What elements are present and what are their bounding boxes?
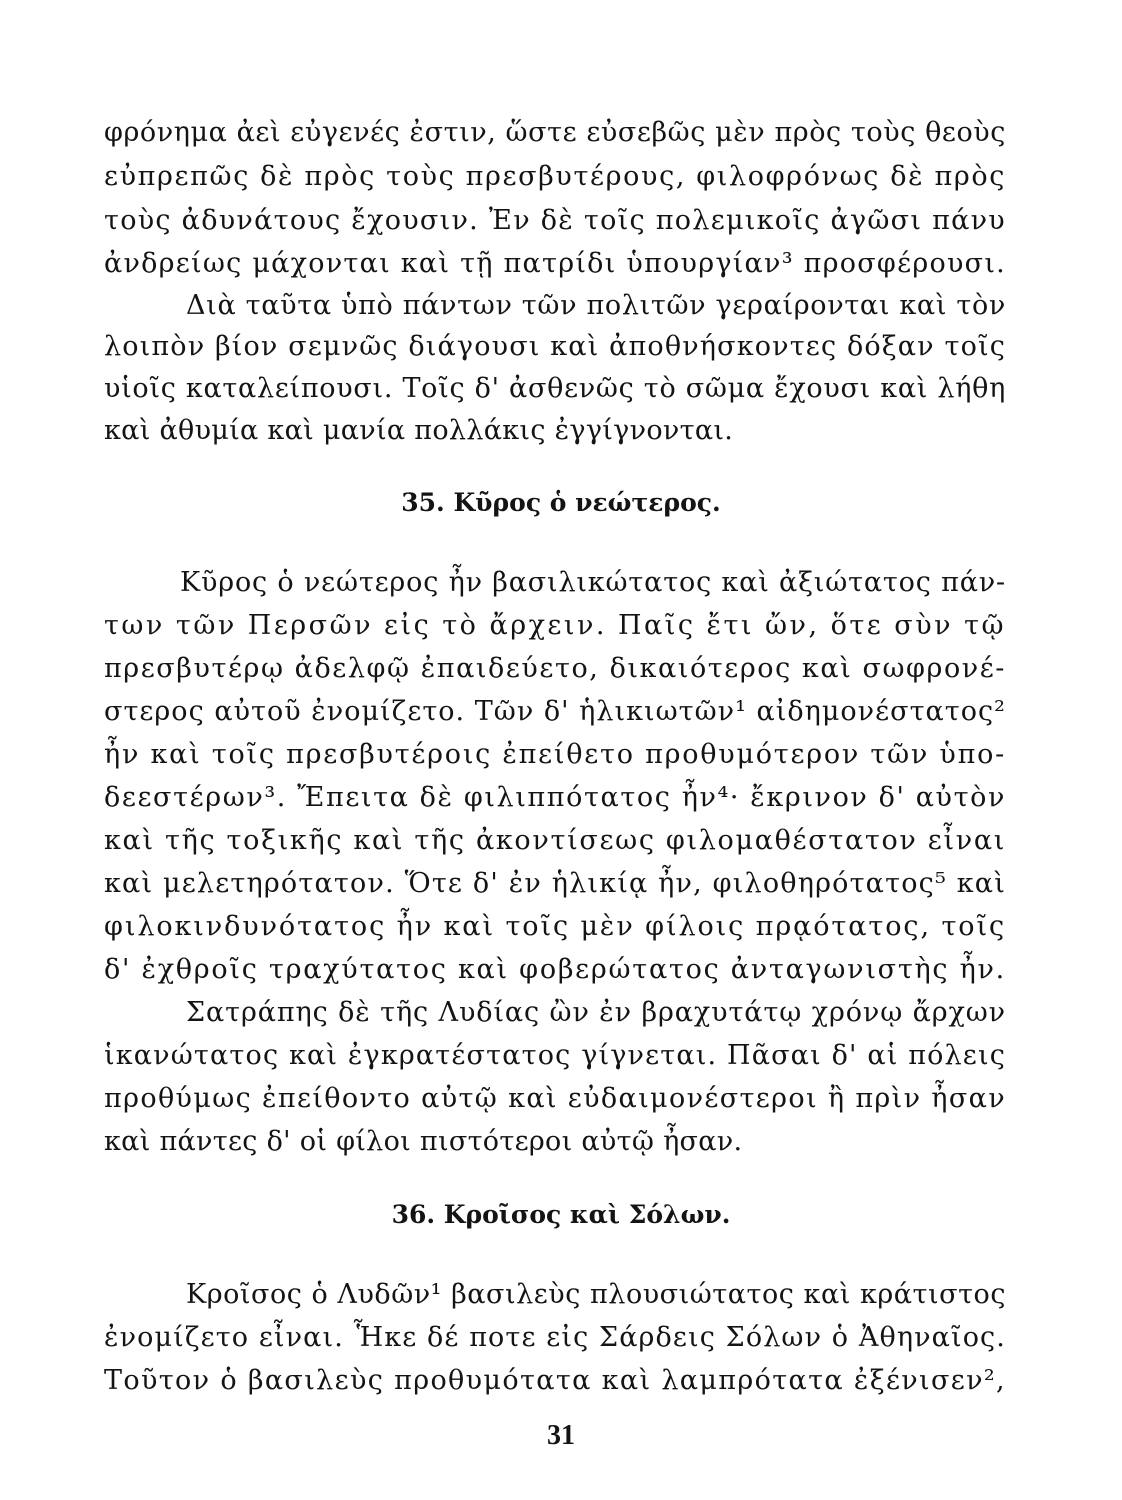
text-line: ἱκανώτατος καὶ ἐγκρατέστατος γίγνεται. Πᾶσαι δ' αἱ πόλεις (104, 1040, 1006, 1071)
text-line: στερος αὐτοῦ ἐνομίζετο. Τῶν δ' ἡλικιωτῶν¹ αἰδημονέστατος² (104, 696, 1006, 727)
page-number: 31 (547, 1420, 575, 1451)
text-line: Κῦρος ὁ νεώτερος ἦν βασιλικώτατος καὶ ἀξιώτατος πάν- (180, 567, 1006, 598)
text-line: Διὰ ταῦτα ὑπὸ πάντων τῶν πολιτῶν γεραίρονται καὶ τὸν (186, 290, 1006, 321)
text-line: των τῶν Περσῶν εἰς τὸ ἄρχειν. Παῖς ἔτι ὤν, ὅτε σὺν τῷ (104, 610, 1006, 641)
text-line: ἐνομίζετο εἶναι. Ἧκε δέ ποτε εἰς Σάρδεις Σόλων ὁ Ἀθηναῖος. (104, 1322, 1006, 1353)
text-line: Τοῦτον ὁ βασιλεὺς προθυμότατα καὶ λαμπρότατα ἐξένισεν², (104, 1365, 1006, 1396)
text-line: ἀνδρείως μάχονται καὶ τῇ πατρίδι ὑπουργίαν³ προσφέρουσι. (104, 248, 1006, 279)
text-line: φρόνημα ἀεὶ εὐγενές ἐστιν, ὥστε εὐσεβῶς μὲν πρὸς τοὺς θεοὺς (104, 117, 1006, 148)
text-line: δ' ἐχθροῖς τραχύτατος καὶ φοβερώτατος ἀνταγωνιστὴς ἦν. (104, 954, 1006, 985)
text-line: ἦν καὶ τοῖς πρεσβυτέροις ἐπείθετο προθυμότερον τῶν ὑπο- (104, 739, 1006, 770)
section-heading: 36. Κροῖσος καὶ Σόλων. (391, 1200, 731, 1229)
text-line: υἱοῖς καταλείπουσι. Τοῖς δ' ἀσθενῶς τὸ σῶμα ἔχουσι καὶ λήθη (104, 373, 1006, 404)
text-line: πρεσβυτέρῳ ἀδελφῷ ἐπαιδεύετο, δικαιότερος καὶ σωφρονέ- (104, 653, 1006, 684)
text-line: δεεστέρων³. Ἔπειτα δὲ φιλιππότατος ἦν⁴· ἔκρινον δ' αὐτὸν (104, 782, 1006, 813)
text-line: εὐπρεπῶς δὲ πρὸς τοὺς πρεσβυτέρους, φιλοφρόνως δὲ πρὸς (104, 161, 1006, 192)
text-line: τοὺς ἀδυνάτους ἔχουσιν. Ἐν δὲ τοῖς πολεμικοῖς ἀγῶσι πάνυ (104, 205, 1006, 236)
text-line: λοιπὸν βίον σεμνῶς διάγουσι καὶ ἀποθνήσκοντες δόξαν τοῖς (104, 331, 1006, 362)
text-line: καὶ ἀθυμία καὶ μανία πολλάκις ἐγγίγνονται. (104, 415, 734, 446)
text-line: φιλοκινδυνότατος ἦν καὶ τοῖς μὲν φίλοις πρᾳότατος, τοῖς (104, 911, 1006, 942)
text-line: καὶ τῆς τοξικῆς καὶ τῆς ἀκοντίσεως φιλομαθέστατον εἶναι (104, 825, 1006, 856)
text-line: Σατράπης δὲ τῆς Λυδίας ὢν ἐν βραχυτάτῳ χρόνῳ ἄρχων (186, 997, 1006, 1028)
text-line: καὶ πάντες δ' οἱ φίλοι πιστότεροι αὐτῷ ἦσαν. (104, 1126, 743, 1157)
text-line: Κροῖσος ὁ Λυδῶν¹ βασιλεὺς πλουσιώτατος καὶ κράτιστος (186, 1279, 1006, 1310)
section-heading: 35. Κῦρος ὁ νεώτερος. (401, 488, 721, 517)
text-line: καὶ μελετηρότατον. Ὅτε δ' ἐν ἡλικίᾳ ἦν, φιλοθηρότατος⁵ καὶ (104, 868, 1006, 899)
text-line: προθύμως ἐπείθοντο αὐτῷ καὶ εὐδαιμονέστεροι ἢ πρὶν ἦσαν (104, 1083, 1006, 1114)
